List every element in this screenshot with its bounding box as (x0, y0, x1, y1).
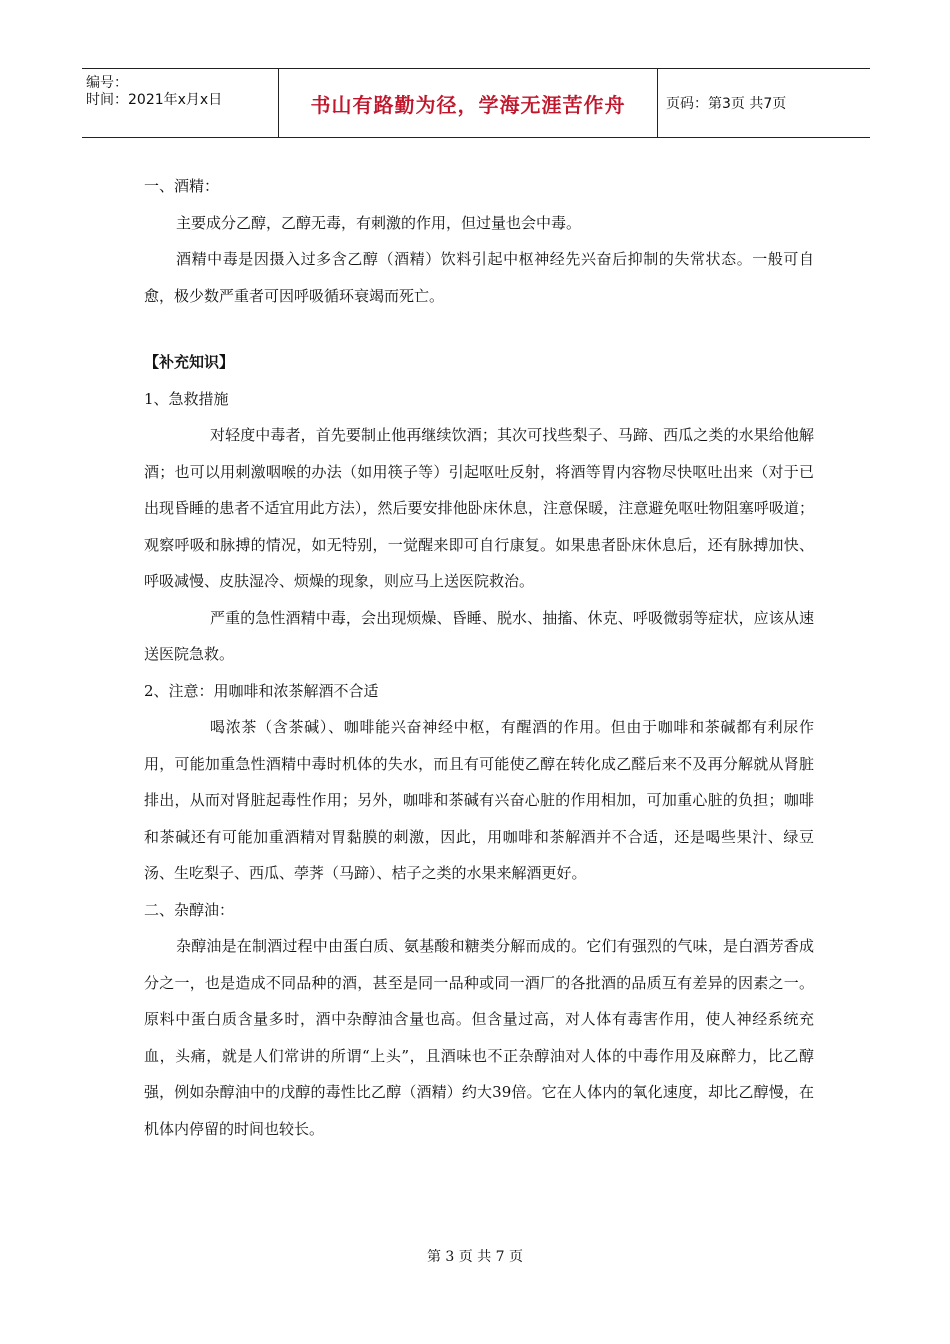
paragraph: 杂醇油是在制酒过程中由蛋白质、氨基酸和糖类分解而成的。它们有强烈的气味，是白酒芳香成分之一，也是造成不同品种的酒，甚至是同一品种或同一酒厂的各批酒的品质互有差异的因素之一。原料中蛋白质含量多时，酒中杂醇油含量也高。但含量过高，对人体有毒害作用，使人神经系统充血，头痛，就是人们常讲的所谓“上头”，且酒味也不正杂醇油对人体的中毒作用及麻醉力，比乙醇强，例如杂醇油中的戊醇的毒性比乙醇（酒精）约大39倍。它在人体内的氧化速度，却比乙醇慢，在机体内停留的时间也较长。 (144, 937, 814, 1138)
page-footer: 第 3 页 共 7 页 (426, 1249, 524, 1265)
paragraph: 严重的急性酒精中毒，会出现烦燥、昏睡、脱水、抽搐、休克、呼吸微弱等症状，应该从速送医院急救。 (144, 608, 814, 663)
paragraph: 主要成分乙醇，乙醇无毒，有刺激的作用，但过量也会中毒。 (176, 213, 582, 232)
paragraph: 酒精中毒是因摄入过多含乙醇（酒精）饮料引起中枢神经先兴奋后抑制的失常状态。一般可自愈，极少数严重者可因呼吸循环衰竭而死亡。 (144, 250, 814, 305)
header-meta (82, 69, 272, 137)
header-page-info (664, 69, 870, 137)
supplement-heading: 【补充知识】 (144, 353, 235, 371)
page-info-text: 页码：第3页 共7页 (666, 96, 787, 112)
section-heading-fusel-oil: 二、杂醇油： (144, 900, 235, 919)
document-body (144, 168, 814, 1147)
page-header (82, 68, 870, 138)
number-label: 编号： (86, 75, 128, 91)
date-label: 时间：2021年x月x日 (86, 92, 223, 108)
subsection-heading-note: 2、注意：用咖啡和浓茶解酒不合适 (144, 681, 379, 700)
header-motto: 书山有路勤为径，学海无涯苦作舟 (278, 69, 658, 137)
subsection-heading-first-aid: 1、急救措施 (144, 389, 229, 408)
paragraph: 对轻度中毒者，首先要制止他再继续饮酒；其次可找些梨子、马蹄、西瓜之类的水果给他解酒；也可以用刺激咽喉的办法（如用筷子等）引起呕吐反射，将酒等胃内容物尽快呕吐出来（对于已出现昏睡的患者不适宜用此方法），然后要安排他卧床休息，注意保暖，注意避免呕吐物阻塞呼吸道；观察呼吸和脉搏的情况，如无特别，一觉醒来即可自行康复。如果患者卧床休息后，还有脉搏加快、呼吸减慢、皮肤湿冷、烦燥的现象，则应马上送医院救治。 (144, 426, 814, 590)
section-heading-alcohol: 一、酒精： (144, 177, 220, 195)
paragraph: 喝浓茶（含茶碱）、咖啡能兴奋神经中枢，有醒酒的作用。但由于咖啡和茶碱都有利尿作用，可能加重急性酒精中毒时机体的失水，而且有可能使乙醇在转化成乙醛后来不及再分解就从肾脏排出，从而对肾脏起毒性作用；另外，咖啡和茶碱有兴奋心脏的作用相加，可加重心脏的负担；咖啡和茶碱还有可能加重酒精对胃黏膜的刺激，因此，用咖啡和茶解酒并不合适，还是喝些果汁、绿豆汤、生吃梨子、西瓜、荸荠（马蹄）、桔子之类的水果来解酒更好。 (144, 718, 814, 882)
